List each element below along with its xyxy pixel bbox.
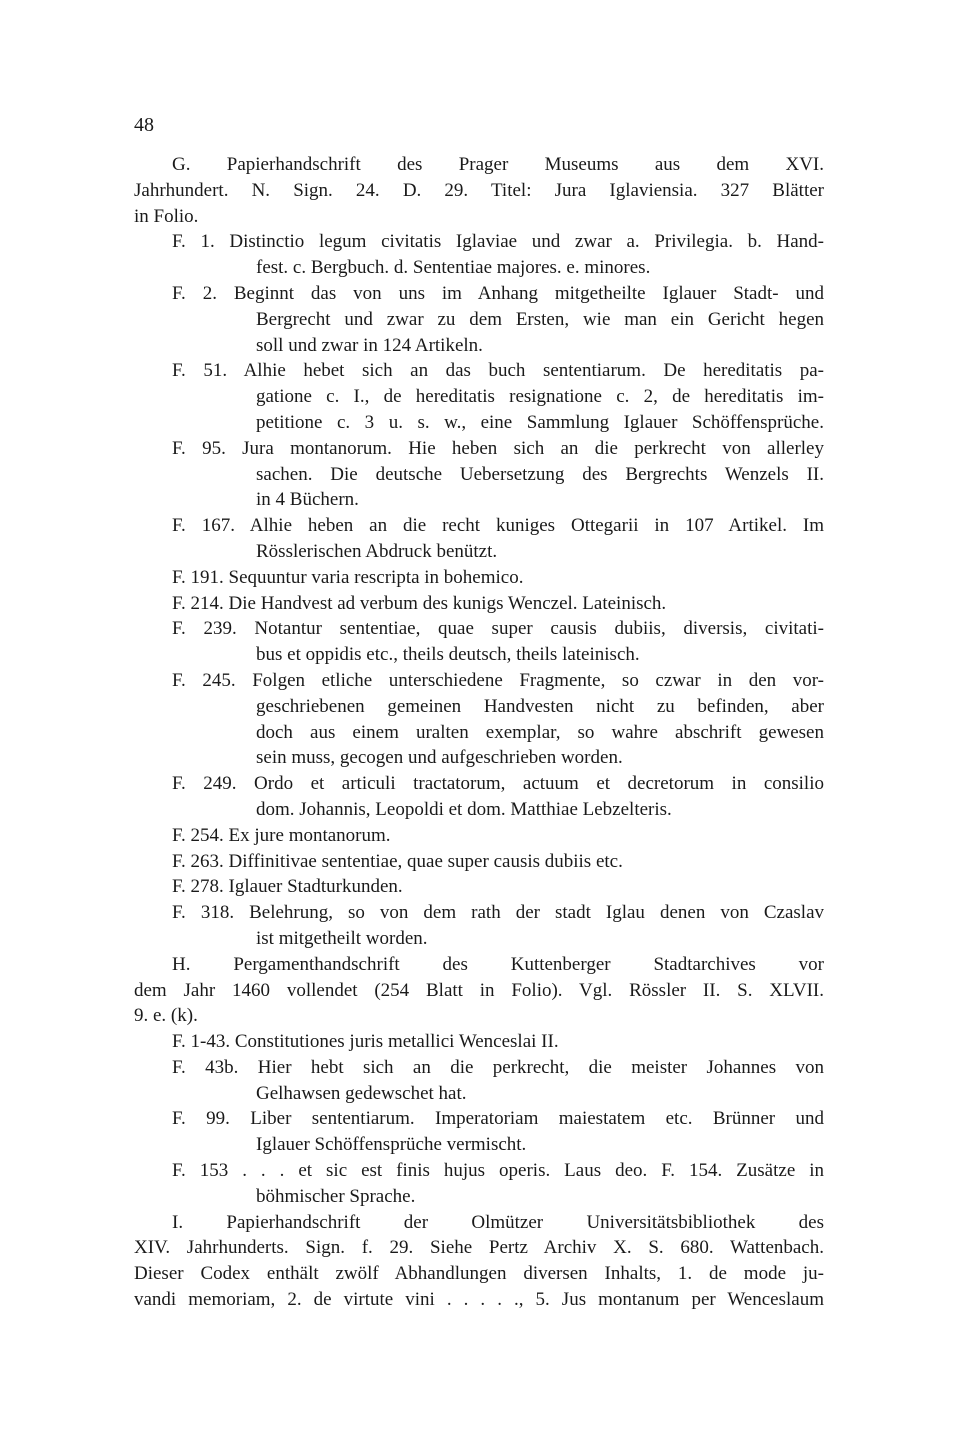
section-g-heading: G. Papierhandschrift des Prager Museums aus dem XVI. <box>172 154 824 175</box>
folio-entry-cont: fest. c. Bergbuch. d. Sententiae majores. e. minores. <box>256 257 651 279</box>
folio-entry-cont: Iglauer Schöffensprüche vermischt. <box>256 1134 527 1156</box>
text-line: 9. e. (k). <box>134 1005 198 1027</box>
folio-entry: F. 99. Liber sententiarum. Imperatoriam maiestatem etc. Brünner und <box>172 1108 824 1130</box>
folio-entry-cont: sachen. Die deutsche Uebersetzung des Bergrechts Wenzels II. <box>256 463 824 485</box>
folio-entry-cont: doch aus einem uralten exemplar, so wahre abschrift gewesen <box>256 721 824 743</box>
folio-entry-cont: in 4 Büchern. <box>256 489 359 511</box>
folio-entry-cont: gatione c. I., de hereditatis resignatione c. 2, de hereditatis im- <box>256 386 824 408</box>
folio-entry: F. 245. Folgen etliche unterschiedene Fragmente, so czwar in den vor- <box>172 669 824 691</box>
folio-entry-cont: Bergrecht und zwar zu dem Ersten, wie man ein Gericht hegen <box>256 308 824 330</box>
text-line: Jahrhundert. N. Sign. 24. D. 29. Titel: Jura Iglaviensia. 327 Blätter <box>134 179 824 201</box>
folio-entry-cont: geschriebenen gemeinen Handvesten nicht zu befinden, aber <box>256 695 824 717</box>
folio-entry: F. 263. Diffinitivae sententiae, quae super causis dubiis etc. <box>172 850 623 872</box>
section-h-heading: H. Pergamenthandschrift des Kuttenberger Stadtarchives vor <box>172 953 824 975</box>
text-line: in Folio. <box>134 205 199 227</box>
folio-entry: F. 1-43. Constitutiones juris metallici Wenceslai II. <box>172 1031 559 1053</box>
folio-entry-cont: bus et oppidis etc., theils deutsch, theils lateinisch. <box>256 644 640 666</box>
text-line: dem Jahr 1460 vollendet (254 Blatt in Folio). Vgl. Rössler II. S. XLVII. <box>134 979 824 1001</box>
folio-entry: F. 254. Ex jure montanorum. <box>172 824 391 846</box>
folio-entry: F. 153 . . . et sic est finis hujus operis. Laus deo. F. 154. Zusätze in <box>172 1160 824 1182</box>
text-line: XIV. Jahrhunderts. Sign. f. 29. Siehe Pertz Archiv X. S. 680. Wattenbach. <box>134 1237 824 1259</box>
folio-entry-cont: Rösslerischen Abdruck benützt. <box>256 540 498 562</box>
folio-entry: F. 95. Jura montanorum. Hie heben sich an die perkrecht von allerley <box>172 437 824 459</box>
folio-entry-cont: soll und zwar in 124 Artikeln. <box>256 334 483 356</box>
folio-entry: F. 278. Iglauer Stadturkunden. <box>172 876 403 898</box>
folio-entry: F. 191. Sequuntur varia rescripta in bohemico. <box>172 566 524 588</box>
folio-entry: F. 1. Distinctio legum civitatis Iglaviae und zwar a. Privilegia. b. Hand- <box>172 231 824 253</box>
text-line: Dieser Codex enthält zwölf Abhandlungen diversen Inhalts, 1. de mode ju- <box>134 1263 824 1285</box>
folio-entry-cont: böhmischer Sprache. <box>256 1185 416 1207</box>
folio-entry-cont: petitione c. 3 u. s. w., eine Sammlung Iglauer Schöffensprüche. <box>256 411 824 433</box>
folio-entry: F. 167. Alhie heben an die recht kuniges Ottegarii in 107 Artikel. Im <box>172 515 824 537</box>
folio-entry: F. 51. Alhie hebet sich an das buch sententiarum. De hereditatis pa- <box>172 360 824 382</box>
text-line: vandi memoriam, 2. de virtute vini . . . . ., 5. Jus montanum per Wenceslaum <box>134 1289 824 1311</box>
folio-entry: F. 249. Ordo et articuli tractatorum, actuum et decretorum in consilio <box>172 773 824 795</box>
folio-entry-cont: sein muss, gecogen und aufgeschrieben worden. <box>256 747 623 769</box>
folio-entry-cont: Gelhawsen gedewschet hat. <box>256 1082 467 1104</box>
folio-entry-cont: ist mitgetheilt worden. <box>256 927 428 949</box>
folio-entry: F. 2. Beginnt das von uns im Anhang mitgetheilte Iglauer Stadt- und <box>172 282 824 304</box>
folio-entry: F. 214. Die Handvest ad verbum des kunigs Wenczel. Lateinisch. <box>172 592 667 614</box>
page-number: 48 <box>134 114 154 136</box>
folio-entry: F. 318. Belehrung, so von dem rath der stadt Iglau denen von Czaslav <box>172 902 824 924</box>
text-body <box>134 152 824 1313</box>
folio-entry: F. 43b. Hier hebt sich an die perkrecht, die meister Johannes von <box>172 1056 824 1078</box>
folio-entry-cont: dom. Johannis, Leopoldi et dom. Matthiae Lebzelteris. <box>256 798 672 820</box>
folio-entry: F. 239. Notantur sententiae, quae super causis dubiis, diversis, civitati- <box>172 618 824 640</box>
section-i-heading: I. Papierhandschrift der Olmützer Universitätsbibliothek des <box>172 1211 824 1233</box>
